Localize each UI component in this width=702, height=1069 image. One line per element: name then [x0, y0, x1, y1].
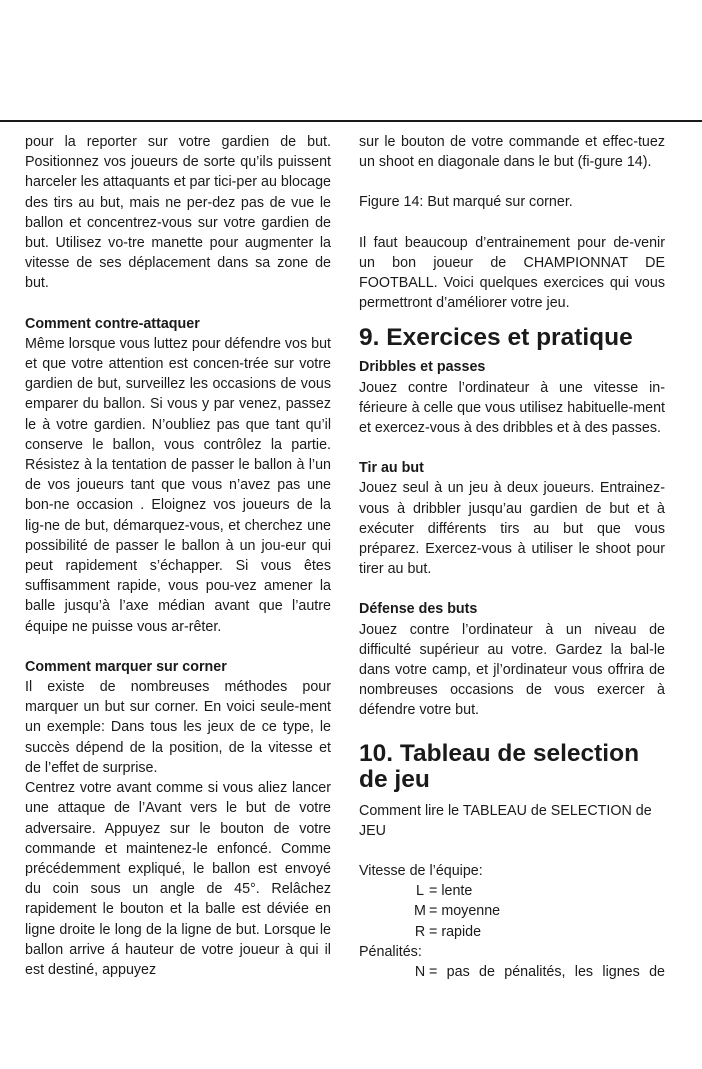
- paragraph: Jouez contre l’ordinateur à un niveau de difficulté supérieur au votre. Gardez la bal-le dans votre camp, et jl’ordinateur vous offrira de nombreuses occasions de vous exercer à défendre votre but.: [359, 621, 665, 719]
- figure-caption: Figure 14: But marqué sur corner.: [359, 194, 573, 211]
- legend-label-penalites: Pénalités:: [359, 943, 422, 960]
- section-heading-9: 9. Exercices et pratique: [359, 324, 633, 352]
- subheading-tir: Tir au but: [359, 460, 424, 477]
- legend-row: [359, 901, 665, 921]
- legend-row: [359, 962, 665, 982]
- legend-row: [359, 922, 665, 942]
- legend-key: R: [414, 923, 426, 940]
- paragraph: pour la reporter sur votre gardien de but. Positionnez vos joueurs de sorte qu’ils puissent harceler les attaquants et par tici-per au blocage des tirs au but, mais ne per-dez pas de vue le ballon et concentrez-vous sur votre gardien de but. Utilisez vo-tre manette pour augmenter la vitesse de ses déplacement dans sa zone de but.: [25, 134, 331, 292]
- selection-legend: [359, 861, 665, 982]
- legend-value: = moyenne: [429, 903, 501, 920]
- subheading-contre-attaquer: Comment contre-attaquer: [25, 315, 200, 332]
- section-heading-10: 10. Tableau de selection de jeu: [359, 739, 640, 793]
- subheading-defense: Défense des buts: [359, 601, 478, 618]
- header-rule: [0, 120, 702, 122]
- right-column: [359, 132, 665, 982]
- paragraph: Centrez votre avant comme si vous aliez lancer une attaque de l’Avant vers le but de votre adversaire. Appuyez sur le bouton de votre commande et maintenez-le enfoncé. Comme précédemment expliqué, le ballon est envoyé du coin sous un angle de 45°. Relâchez rapidement le bouton et la balle est déviée en ligne droite le long de la ligne de but. Lorsque le ballon arrive á hauteur de votre joueur à qui il est destiné, appuyez: [25, 780, 331, 978]
- paragraph: Même lorsque vous luttez pour défendre vos but et que votre attention est concen-trée sur votre gardien de but, surveillez les occasions de vous emparer du ballon. Si vous y par venez, passez le à votre gardien. N’oubliez pas que tant qu’il conserve le ballon, vous contrôlez la partie. Résistez à la tentation de passer le ballon à l’un de vos joueurs tant que vous n’avez pas une bon-ne occasion . Eloignez vos joueurs de la lig-ne de but, démarquez-vous, et cherchez une possibilité de passer le ballon à un jou-eur qui peut rapidement s’échapper. Si vous êtes suffisamment rapide, vous pou-vez amener la balle jusqu’à l’axe médian avant que l’autre équipe ne puisse vous ar-rêter.: [25, 335, 331, 635]
- paragraph: Jouez contre l’ordinateur à une vitesse in-férieure à celle que vous utilisez habituelle-ment et exercez-vous à des dribbles et à des passes.: [359, 379, 665, 437]
- legend-key: M: [414, 903, 426, 920]
- paragraph: Jouez seul à un jeu à deux joueurs. Entrainez-vous à dribbler jusqu’au gardien de but et à exécuter différents tirs au but que vous préparez. Exercez-vous à utiliser le shoot pour tirer au but.: [359, 480, 665, 578]
- legend-key: L: [416, 883, 424, 900]
- subheading-dribbles: Dribbles et passes: [359, 359, 486, 376]
- paragraph: Il faut beaucoup d’entrainement pour de-venir un bon joueur de CHAMPIONNAT DE FOOTBALL. Voici quelques exercices qui vous permettront d’améliorer votre jeu.: [359, 234, 665, 312]
- legend-value: = rapide: [429, 923, 482, 940]
- legend-value: = pas de pénalités, les lignes de: [429, 964, 665, 981]
- paragraph: sur le bouton de votre commande et effec-tuez un shoot en diagonale dans le but (fi-gure 14).: [359, 134, 665, 171]
- legend-label-vitesse: Vitesse de l’équipe:: [359, 863, 483, 880]
- paragraph: Il existe de nombreuses méthodes pour marquer un but sur corner. En voici seule-ment un exemple: Dans tous les jeux de ce type, le succès dépend de la position, de la vitesse et de l’effet de surprise.: [25, 679, 331, 776]
- subheading-corner: Comment marquer sur corner: [25, 658, 227, 675]
- legend-row: [359, 881, 665, 901]
- left-column: [25, 132, 331, 980]
- legend-value: = lente: [429, 883, 473, 900]
- legend-key: N: [414, 964, 426, 981]
- paragraph: Comment lire le TABLEAU de SELECTION de JEU: [359, 802, 652, 839]
